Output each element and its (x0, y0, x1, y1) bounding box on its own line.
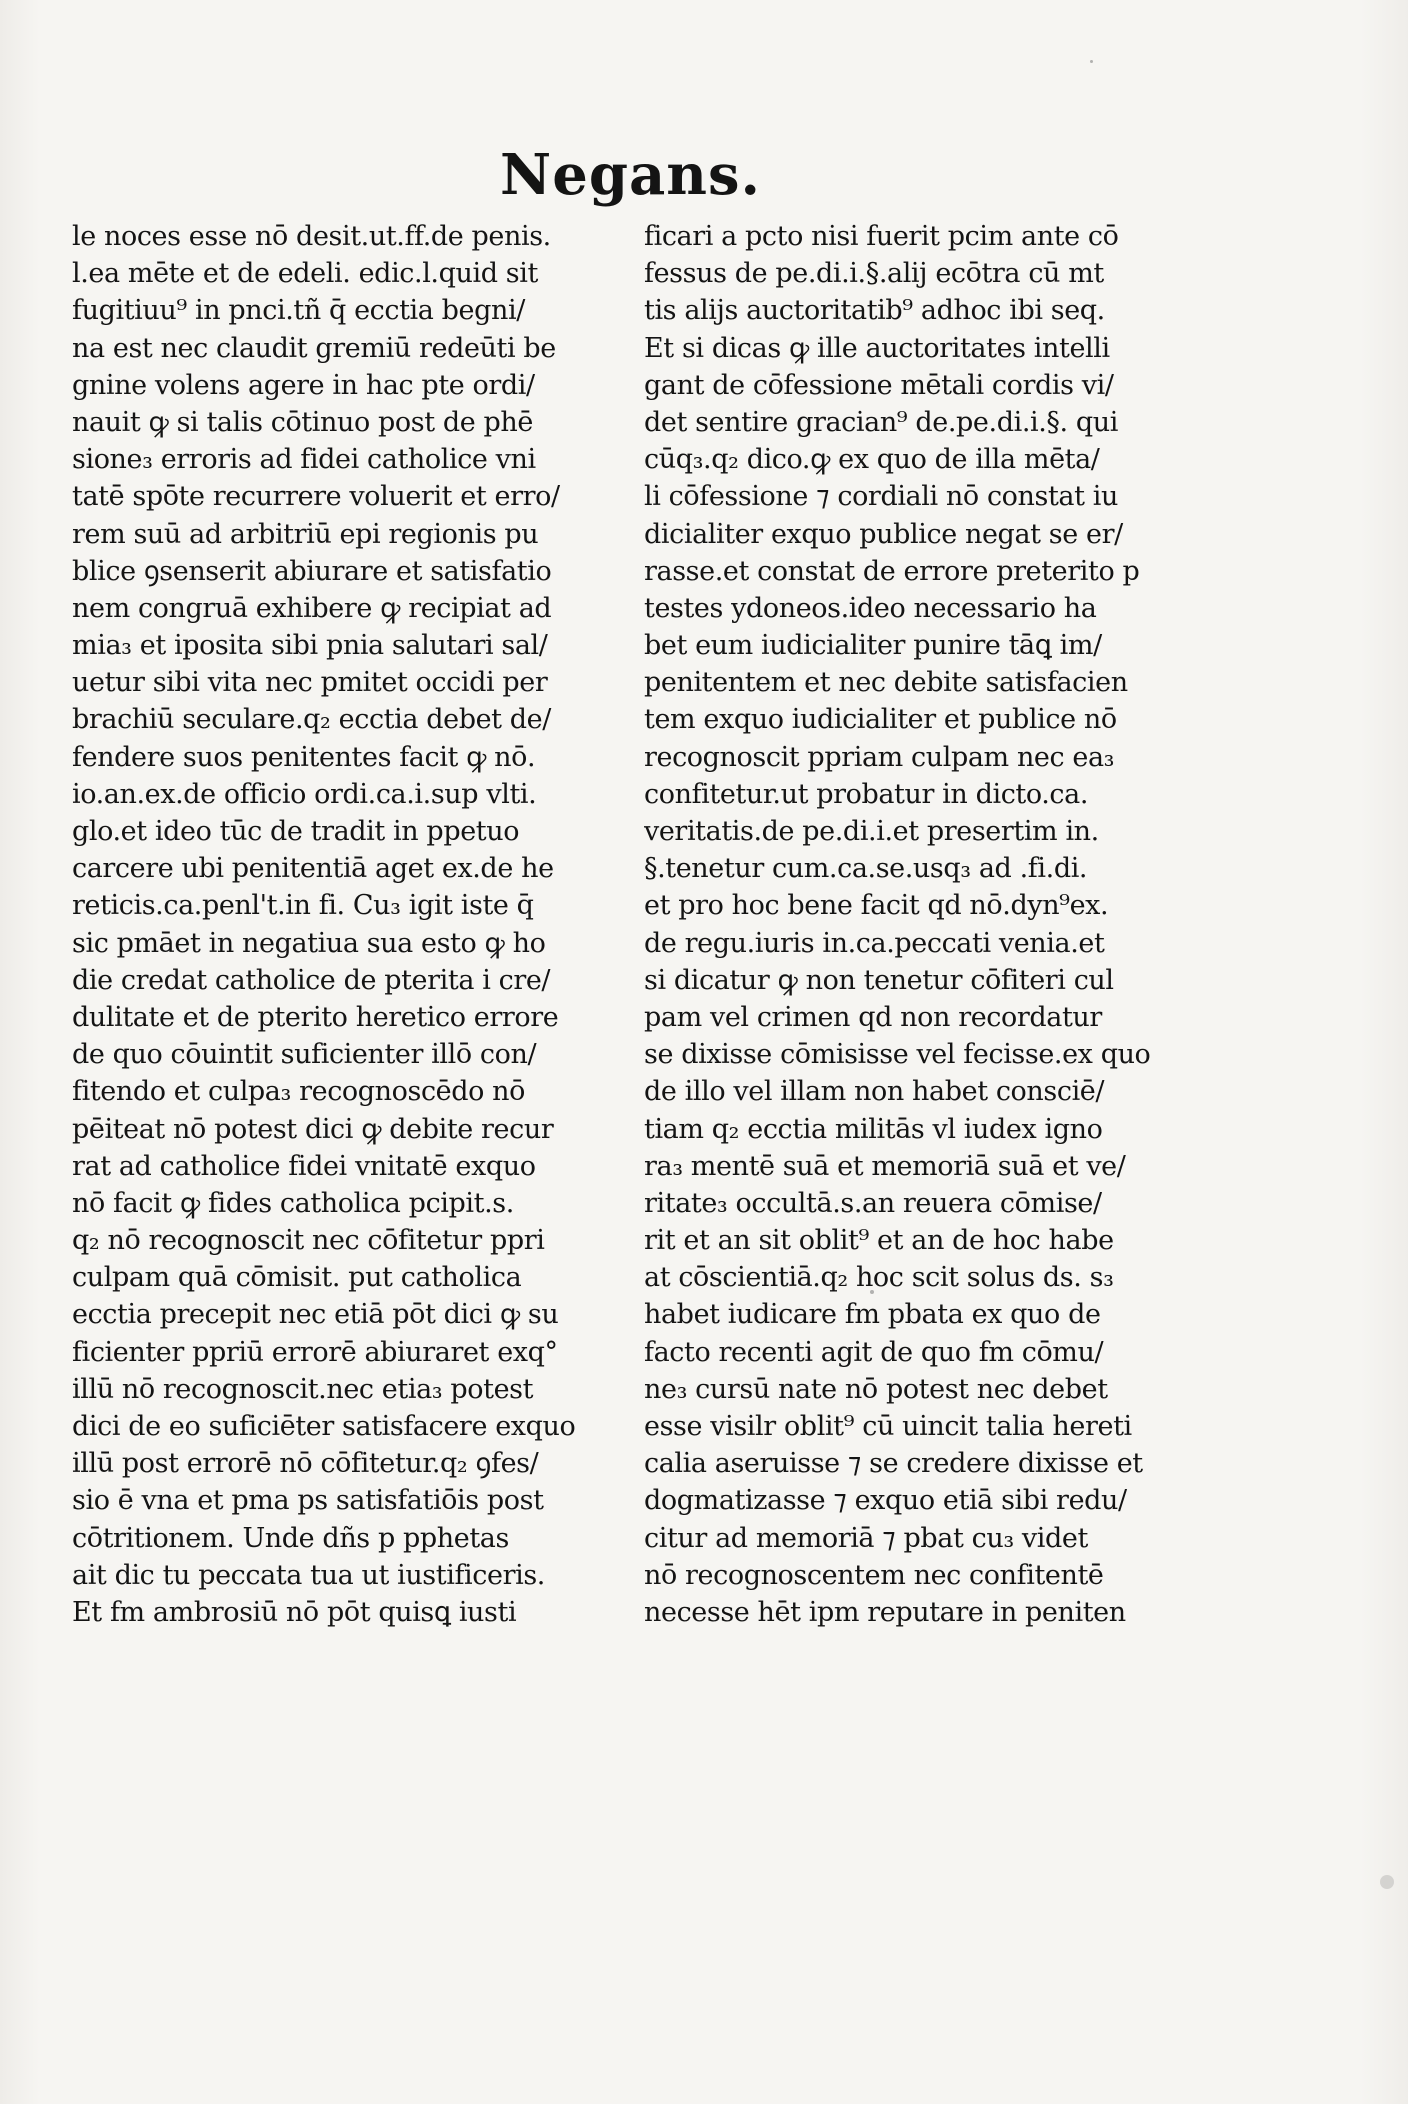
text-line: le noces esse nō desit.ut.ff.de penis. (72, 221, 551, 252)
text-line: rat ad catholice fidei vnitatē exquo (72, 1150, 536, 1182)
text-line: cūq₃.q₂ dico.ꝙ ex quo de illa mēta/ (644, 444, 1100, 476)
text-line: mia₃ et iposita sibi pnia salutari sal/ (72, 630, 548, 662)
text-line: Et fm ambrosiū nō pōt quisꝗ iusti (72, 1596, 517, 1628)
text-line: reticis.ca.penl't.in fi. Cu₃ igit iste q̄ (72, 890, 534, 922)
right-text-column (644, 218, 1152, 1798)
text-line: nō facit ꝙ fides catholica pcipit.s. (72, 1187, 514, 1219)
text-line: pam vel crimen qd non recordatur (644, 1001, 1102, 1033)
text-line: gant de cōfessione mētali cordis vi/ (644, 369, 1114, 401)
text-line: na est nec claudit gremiū redeūti be (72, 332, 556, 364)
text-line: esse visilr oblit⁹ cū uincit talia hereti (644, 1411, 1132, 1442)
text-line: cōtritionem. Unde dñs p pphetas (72, 1522, 509, 1554)
running-head: Negans. (500, 142, 761, 208)
text-line: tem exquo iudicialiter et publice nō (644, 704, 1117, 736)
text-line: glo.et ideo tūc de tradit in ppetuo (72, 816, 520, 847)
text-line: veritatis.de pe.di.i.et presertim in. (644, 816, 1099, 847)
text-line: penitentem et nec debite satisfacien (644, 667, 1128, 699)
text-line: sione₃ erroris ad fidei catholice vni (72, 444, 536, 476)
text-line: fitendo et culpa₃ recognoscēdo nō (72, 1076, 526, 1108)
text-line: habet iudicare fm pbata ex quo de (644, 1299, 1101, 1331)
text-line: rem suū ad arbitriū epi regionis pu (72, 518, 539, 550)
text-line: rasse.et constat de errore preterito p (644, 555, 1140, 587)
text-line: citur ad memoriā ⁊ pbat cu₃ videt (644, 1522, 1088, 1554)
text-line: uetur sibi vita nec pmitet occidi per (72, 667, 548, 699)
text-line: dulitate et de pterito heretico errore (72, 1001, 559, 1033)
left-text-column (72, 218, 592, 1798)
text-line: blice ꝯsenserit abiurare et satisfatio (72, 555, 552, 587)
text-line: nem congruā exhibere ꝙ recipiat ad (72, 592, 552, 624)
text-line: nō recognoscentem nec confitentē (644, 1559, 1104, 1591)
text-line: fendere suos penitentes facit ꝙ nō. (72, 741, 536, 773)
text-line: §.tenetur cum.ca.se.usq₃ ad .fi.di. (644, 853, 1088, 885)
text-line: nauit ꝙ si talis cōtinuo post de phē (72, 406, 533, 438)
print-speck (1380, 1875, 1394, 1889)
text-line: sio ē vna et pma ps satisfatiōis post (72, 1485, 544, 1517)
text-line: illū post errorē nō cōfitetur.q₂ ꝯfes/ (72, 1448, 539, 1480)
text-line: ficari a pcto nisi fuerit pcim ante cō (644, 221, 1119, 252)
text-line: tis alijs auctoritatib⁹ adhoc ibi seq. (644, 295, 1105, 327)
text-line: facto recenti agit de quo fm cōmu/ (644, 1336, 1104, 1368)
text-line: ne₃ cursū nate nō potest nec debet (644, 1373, 1108, 1405)
text-line: et pro hoc bene facit qd nō.dyn⁹ex. (644, 890, 1109, 922)
text-line: Et si dicas ꝙ ille auctoritates intelli (644, 332, 1110, 364)
text-line: necesse hēt ipm reputare in peniten (644, 1596, 1126, 1628)
text-line: de illo vel illam non habet consciē/ (644, 1076, 1105, 1108)
text-line: sic pmāet in negatiua sua esto ꝙ ho (72, 927, 546, 959)
text-line: dicialiter exquo publice negat se er/ (644, 518, 1123, 550)
text-line: tatē spōte recurrere voluerit et erro/ (72, 481, 560, 513)
text-line: testes ydoneos.ideo necessario ha (644, 592, 1097, 624)
text-line: li cōfessione ⁊ cordiali nō constat iu (644, 481, 1118, 513)
text-line: ficienter ppriū errorē abiuraret exq° (72, 1336, 558, 1368)
text-line: calia aseruisse ⁊ se credere dixisse et (644, 1448, 1143, 1480)
text-line: det sentire gracian⁹ de.pe.di.i.§. qui (644, 406, 1118, 438)
text-line: bet eum iudicialiter punire tāꝗ im/ (644, 630, 1102, 662)
text-line: culpam quā cōmisit. put catholica (72, 1262, 522, 1294)
text-line: se dixisse cōmisisse vel fecisse.ex quo (644, 1039, 1151, 1071)
text-line: gnine volens agere in hac pte ordi/ (72, 369, 535, 401)
text-line: q₂ nō recognoscit nec cōfitetur ppri (72, 1225, 545, 1257)
text-line: carcere ubi penitentiā aget ex.de he (72, 853, 554, 885)
text-line: ait dic tu peccata tua ut iustificeris. (72, 1559, 545, 1591)
text-line: dici de eo suficiēter satisfacere exquo (72, 1411, 576, 1442)
text-line: fessus de pe.di.i.§.alij ecōtra cū mt (644, 258, 1104, 290)
text-line: dogmatizasse ⁊ exquo etiā sibi redu/ (644, 1485, 1127, 1517)
text-line: de regu.iuris in.ca.peccati venia.et (644, 927, 1105, 959)
text-line: brachiū seculare.q₂ ecctia debet de/ (72, 704, 551, 736)
print-speck (1090, 60, 1093, 63)
text-line: recognoscit ppriam culpam nec ea₃ (644, 741, 1115, 773)
text-line: fugitiuu⁹ in pnci.tñ q̄ ecctia begni/ (72, 295, 525, 327)
text-line: de quo cōuintit suficienter illō con/ (72, 1039, 537, 1071)
text-line: at cōscientiā.q₂ hoc scit solus ds. s₃ (644, 1262, 1114, 1294)
text-line: pēiteat nō potest dici ꝙ debite recur (72, 1113, 554, 1145)
text-line: illū nō recognoscit.nec etia₃ potest (72, 1373, 534, 1405)
text-line: si dicatur ꝙ non tenetur cōfiteri cul (644, 964, 1114, 996)
text-line: tiam q₂ ecctia militās vl iudex igno (644, 1113, 1103, 1145)
text-line: ecctia precepit nec etiā pōt dici ꝙ su (72, 1299, 559, 1331)
text-line: confitetur.ut probatur in dicto.ca. (644, 778, 1089, 810)
text-line: ritate₃ occultā.s.an reuera cōmise/ (644, 1187, 1102, 1219)
text-line: ra₃ mentē suā et memoriā suā et ve/ (644, 1150, 1126, 1182)
text-line: l.ea mēte et de edeli. edic.l.quid sit (72, 258, 538, 290)
text-line: io.an.ex.de officio ordi.ca.i.sup vlti. (72, 778, 537, 810)
text-line: rit et an sit oblit⁹ et an de hoc habe (644, 1225, 1114, 1257)
text-line: die credat catholice de pterita i cre/ (72, 964, 551, 996)
